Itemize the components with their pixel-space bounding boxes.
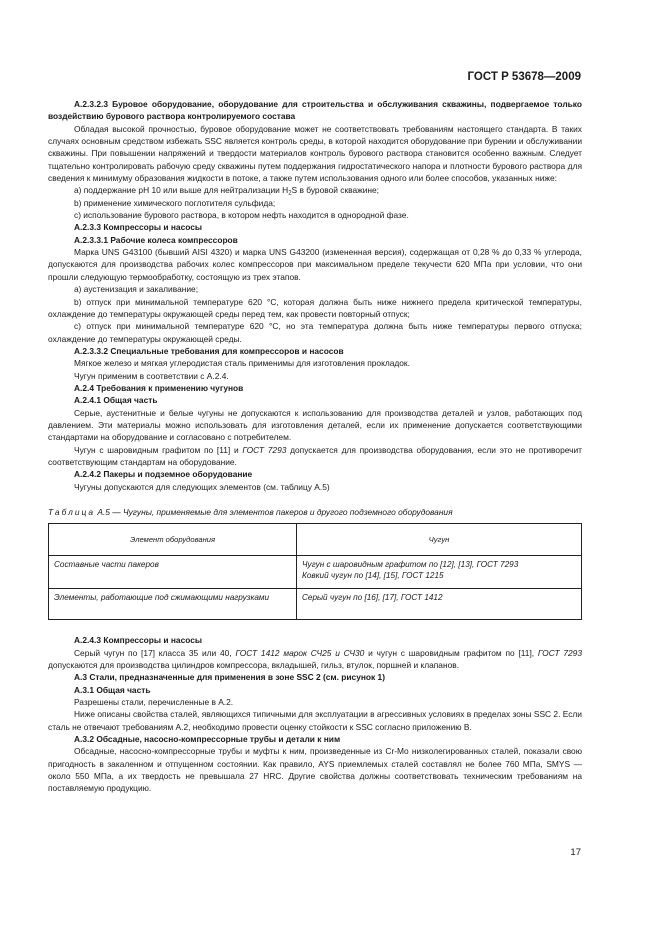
page-content xyxy=(48,98,582,795)
document-standard-id: ГОСТ Р 53678—2009 xyxy=(467,71,581,83)
section-a2323-paragraph: Обладая высокой прочностью, буровое оборудование может не соответствовать требованиям настоящего стандарта. В таких случаях основным средством избежать SSC является контроль среды, в которой находится оборудование при бурении и обслуживании скважины. При повышении напряжений и твердости материалов контроль бурового раствора становится особенно важным. Следует тщательно контролировать рабочую среду скважины путем поддержания гидростатического напора и плотности бурового раствора для сведения к минимуму образования жидкости в потоке, а также путем использования одного или более способов, указанных ниже: xyxy=(48,123,582,184)
list-item-a-tail: S в буровой скважине; xyxy=(291,185,380,196)
section-a242-paragraph: Чугуны допускаются для следующих элементов (см. таблицу А.5) xyxy=(74,481,330,492)
standard-reference: ГОСТ 7293 xyxy=(537,647,582,658)
paragraph-text-tail: допускаются для производства цилиндров компрессора, вкладышей, гильз, втулок, поршней и клапанов. xyxy=(48,660,460,671)
section-a2332-paragraph-2: Чугун применим в соответствии с А.2.4. xyxy=(74,370,229,381)
section-a32-paragraph: Обсадные, насосно-компрессорные трубы и муфты к ним, произведенные из Cr-Mo низколегированных сталей, показали свою пригодность в закаленном и отпущенном состоянии. Как правило, AYS приемлемых сталей составлял не более 760 МПа, SMYS — около 550 МПа, а их твердость не превышала 27 HRC. Другие свойства должны соответствовать техническим требованиям на поставляемую продукцию. xyxy=(48,746,582,794)
section-a241-paragraph-2 xyxy=(48,444,582,469)
section-a2331-paragraph: Марка UNS G43100 (бывший AISI 4320) и марка UNS G43200 (измененная версия), содержащая от 0,28 % до 0,33 % углерода, допускаются для производства рабочих колес компрессоров при максимальном пределе текучести 620 МПа при условии, что они прошли следующую термообработку, состоящую из трех этапов. xyxy=(48,247,582,282)
standard-reference: ГОСТ 1412 марок СЧ25 и СЧ30 xyxy=(235,647,365,658)
section-a2332-heading: А.2.3.3.2 Специальные требования для компрессоров и насосов xyxy=(74,345,344,356)
table-caption xyxy=(48,506,582,518)
table-row xyxy=(49,556,582,589)
section-a24-heading: А.2.4 Требования к применению чугунов xyxy=(74,382,244,393)
section-a32-heading: А.3.2 Обсадные, насосно-компрессорные трубы и детали к ним xyxy=(74,734,341,745)
table-cell-iron-line: Чугун с шаровидным графитом по [12], [13], ГОСТ 7293 xyxy=(302,560,519,570)
section-a242-heading: А.2.4.2 Пакеры и подземное оборудование xyxy=(74,469,253,480)
table-row xyxy=(49,589,582,620)
list-item-a xyxy=(48,184,582,196)
section-a31-paragraph-1: Разрешены стали, перечисленные в А.2. xyxy=(74,697,234,708)
table-cell-iron-line: Серый чугун по [16], [17], ГОСТ 1412 xyxy=(302,593,443,603)
section-a241-paragraph-1: Серые, аустенитные и белые чугуны не допускаются к использованию для производства деталей и узлов, работающих под давлением. Эти материалы можно использовать для изготовления деталей, если их применение допускается соответствующими стандартами на оборудование и согласовано с потребителем. xyxy=(48,407,582,443)
paragraph-text: Серый чугун по [17] класса 35 или 40, xyxy=(74,647,236,658)
table-caption-text: А.5 — Чугуны, применяемые для элементов пакеров и другого подземного оборудования xyxy=(97,507,453,517)
table-a5 xyxy=(48,523,582,620)
table-cell-element: Элементы, работающие под сжимающими нагрузками xyxy=(49,589,297,620)
list-item-b: b) применение химического поглотителя сульфида; xyxy=(74,197,276,208)
subscript-2: 2 xyxy=(288,190,292,197)
section-a2332-paragraph-1: Мягкое железо и мягкая углеродистая сталь применимы для изготовления прокладок. xyxy=(74,358,410,369)
table-cell-iron xyxy=(297,556,582,589)
table-cell-iron xyxy=(297,589,582,620)
section-a2323-heading: А.2.3.2.3 Буровое оборудование, оборудование для строительства и обслуживания скважины, подвергаемое только воздействию бурового раствора контролируемого состава xyxy=(48,99,582,122)
section-a3-heading: А.3 Стали, предназначенные для применения в зоне SSC 2 (см. рисунок 1) xyxy=(74,672,385,683)
table-header-row xyxy=(49,524,582,556)
list-item-c: с) отпуск при минимальной температуре 620 °С, но эта температура должна быть ниже температуры первого отпуска; охлаждение до температуры окружающей среды. xyxy=(48,321,582,344)
list-item-b: b) отпуск при минимальной температуре 620 °С, которая должна быть ниже нижнего предела критической температуры, охлаждение до температуры окружающей среды перед тем, как провести повторный отпуск; xyxy=(48,296,582,319)
table-header-element: Элемент оборудования xyxy=(49,524,297,556)
section-a243-heading: А.2.4.3 Компрессоры и насосы xyxy=(74,635,203,646)
section-a31-paragraph-2: Ниже описаны свойства сталей, являющихся типичными для эксплуатации в агрессивных условиях в пределах зоны SSC 2. Если сталь не отвечают требованиям А.2, необходимо провести оценку стойкости к SSC согласно приложению В. xyxy=(48,709,582,732)
spacer xyxy=(48,620,582,634)
page-number: 17 xyxy=(570,847,581,858)
table-cell-element: Составные части пакеров xyxy=(49,556,297,589)
section-a31-heading: А.3.1 Общая часть xyxy=(74,684,151,695)
standard-reference: ГОСТ 7293 xyxy=(242,444,287,455)
list-item-c: с) использование бурового раствора, в котором нефть находится в однородной фазе. xyxy=(74,210,409,221)
paragraph-text: Чугун с шаровидным графитом по [11] и xyxy=(74,444,243,455)
section-a233-heading: А.2.3.3 Компрессоры и насосы xyxy=(74,222,203,233)
section-a243-paragraph xyxy=(48,647,582,672)
paragraph-text: и чугун с шаровидным графитом по [11], xyxy=(364,647,538,658)
section-a2331-heading: А.2.3.3.1 Рабочие колеса компрессоров xyxy=(74,234,238,245)
section-a241-heading: А.2.4.1 Общая часть xyxy=(74,395,158,406)
table-cell-iron-line: Ковкий чугун по [14], [15], ГОСТ 1215 xyxy=(302,571,444,581)
paragraph-text-tail: допускается для производства оборудования, если это не противоречит соответствующим стандартам на оборудование. xyxy=(48,444,582,467)
table-caption-word: Таблица xyxy=(48,507,96,517)
list-item-a-text: а) поддержание pH 10 или выше для нейтрализации H xyxy=(74,185,289,196)
list-item-a: а) аустенизация и закаливание; xyxy=(74,284,199,295)
table-header-iron: Чугун xyxy=(297,524,582,556)
